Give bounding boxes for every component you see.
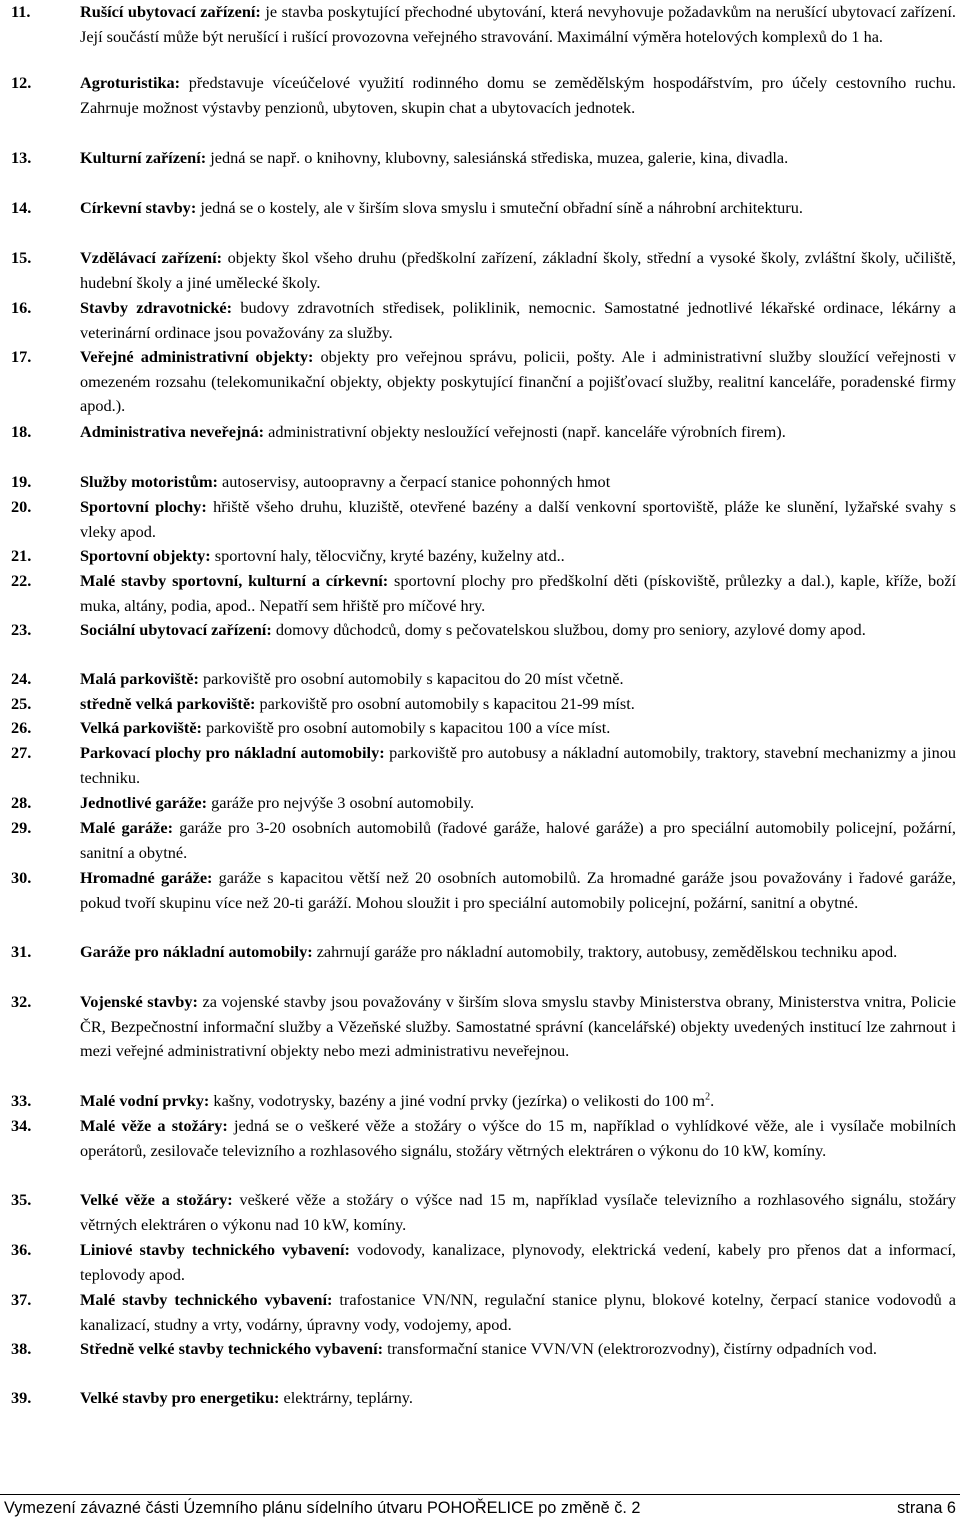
list-item (0, 569, 960, 618)
item-body (80, 791, 956, 816)
item-term: Středně velké stavby technického vybavení: (80, 1339, 384, 1358)
item-body (80, 990, 956, 1064)
list-item (0, 146, 960, 171)
item-number: 29. (11, 818, 32, 837)
item-body (80, 1114, 956, 1163)
item-description: domovy důchodců, domy s pečovatelskou službou, domy pro seniory, azylové domy apod. (271, 620, 866, 639)
item-body (80, 667, 956, 692)
item-body (80, 1386, 956, 1411)
item-description: garáže pro 3-20 osobních automobilů (řadové garáže, halové garáže) a pro speciální automobily policejní, požární, sanitní a obytné. (80, 818, 956, 862)
list-item (0, 866, 960, 915)
list-item (0, 1238, 960, 1287)
item-term: Církevní stavby: (80, 198, 197, 217)
item-body (80, 1089, 956, 1114)
item-body (80, 146, 956, 171)
list-item (0, 1114, 960, 1163)
item-body (80, 470, 956, 495)
item-number: 22. (11, 571, 32, 590)
item-description: veškeré věže a stožáry o výšce nad 15 m, například vysílače televizního a rozhlasového signálu, stožáry větrných elektráren o výkonu nad 10 kW, komíny. (80, 1190, 956, 1234)
item-term: Agroturistika: (80, 73, 181, 92)
list-item (0, 345, 960, 419)
item-term: Kulturní zařízení: (80, 148, 207, 167)
item-body (80, 495, 956, 544)
item-description: parkoviště pro autobusy a nákladní automobily, traktory, stavební mechanizmy a jinou techniku. (80, 743, 957, 787)
item-body (80, 71, 956, 120)
list-item (0, 692, 960, 717)
item-number: 23. (11, 620, 32, 639)
item-description: vodovody, kanalizace, plynovody, elektrická vedení, kabely pro přenos dat a informací, teplovody apod. (80, 1240, 956, 1284)
item-description: hřiště všeho druhu, kluziště, otevřené bazény a další venkovní sportoviště, pláže ke slunění, lyžařské svahy s vleky apod. (80, 497, 956, 541)
item-body (80, 420, 956, 445)
item-description: parkoviště pro osobní automobily s kapacitou 100 a více míst. (201, 718, 611, 737)
list-item (0, 544, 960, 569)
item-body (80, 1238, 956, 1287)
item-description: parkoviště pro osobní automobily s kapacitou 21-99 míst. (255, 694, 635, 713)
item-description: jedná se o veškeré věže a stožáry o výšce do 15 m, například o vyhlídkové věže, ale i vysílače mobilních operátorů, zesilovače televizního a rozhlasového signálu, stožáry větrných elektráren o výkonu do 10 kW, komíny. (80, 1116, 957, 1160)
list-item (0, 990, 960, 1064)
item-term: Rušící ubytovací zařízení: (80, 2, 261, 21)
footer-page-number: strana 6 (897, 1499, 956, 1517)
item-term: Veřejné administrativní objekty: (80, 347, 314, 366)
item-term: Sportovní plochy: (80, 497, 207, 516)
item-body (80, 196, 956, 221)
list-item (0, 716, 960, 741)
item-body (80, 569, 956, 618)
item-term: Malé garáže: (80, 818, 174, 837)
item-description: sportovní plochy pro předškolní děti (pískoviště, průlezky a dal.), kaple, kříže, boží muka, altány, podia, apod.. Nepatří sem hřiště pro míčové hry. (80, 571, 956, 615)
item-description: jedná se o kostely, ale v širším slova smyslu i smuteční obřadní síně a náhrobní architekturu. (196, 198, 803, 217)
list-item (0, 0, 960, 49)
item-number: 15. (11, 248, 32, 267)
item-description: administrativní objekty nesloužící veřejnosti (např. kanceláře výrobních firem). (264, 422, 786, 441)
item-number: 18. (11, 422, 32, 441)
item-body (80, 716, 956, 741)
item-term: Malé věže a stožáry: (80, 1116, 228, 1135)
item-number: 16. (11, 298, 32, 317)
item-description: sportovní haly, tělocvičny, kryté bazény, kuželny atd.. (210, 546, 565, 565)
list-item (0, 196, 960, 221)
item-number: 36. (11, 1240, 32, 1259)
item-term: Vojenské stavby: (80, 992, 198, 1011)
item-number: 34. (11, 1116, 32, 1135)
item-description: představuje víceúčelové využití rodinného domu se zemědělským hospodářstvím, pro účely cestovního ruchu. Zahrnuje možnost výstavby penzionů, ubytoven, skupin chat a ubytovacích jednotek. (80, 73, 956, 117)
item-term: Vzdělávací zařízení: (80, 248, 223, 267)
item-term: Liniové stavby technického vybavení: (80, 1240, 350, 1259)
item-superscript: 2 (705, 1091, 711, 1103)
item-description: kašny, vodotrysky, bazény a jiné vodní prvky (jezírka) o velikosti do 100 m (209, 1091, 706, 1110)
item-term: Administrativa neveřejná: (80, 422, 265, 441)
list-item (0, 741, 960, 790)
list-item (0, 618, 960, 643)
list-item (0, 470, 960, 495)
item-number: 24. (11, 669, 32, 688)
item-term: Parkovací plochy pro nákladní automobily: (80, 743, 385, 762)
list-item (0, 1288, 960, 1337)
item-number: 38. (11, 1339, 32, 1358)
item-body (80, 1188, 956, 1237)
item-body (80, 940, 956, 965)
list-item (0, 296, 960, 345)
item-body (80, 618, 956, 643)
list-item (0, 420, 960, 445)
item-term: Služby motoristům: (80, 472, 218, 491)
item-body (80, 1337, 956, 1362)
item-term: Sportovní objekty: (80, 546, 211, 565)
item-body (80, 741, 956, 790)
item-number: 35. (11, 1190, 32, 1209)
item-term: Garáže pro nákladní automobily: (80, 942, 313, 961)
item-number: 20. (11, 497, 32, 516)
item-term: Hromadné garáže: (80, 868, 213, 887)
item-number: 17. (11, 347, 32, 366)
item-term: Velké stavby pro energetiku: (80, 1388, 280, 1407)
list-item (0, 246, 960, 295)
item-term: Sociální ubytovací zařízení: (80, 620, 272, 639)
list-item (0, 816, 960, 865)
item-description: garáže pro nejvýše 3 osobní automobily. (207, 793, 475, 812)
list-item (0, 1089, 960, 1114)
item-description: transformační stanice VVN/VN (elektrorozvodny), čistírny odpadních vod. (383, 1339, 877, 1358)
item-number: 27. (11, 743, 32, 762)
item-description: za vojenské stavby jsou považovány v širším slova smyslu stavby Ministerstva obrany, Ministerstva vnitra, Policie ČR, Bezpečnostní informační služby a Vězeňské služby. Samostatné správní (kancelářské) objekty uvedených institucí lze zahrnout i mezi veřejné administrativní objekty nebo mezi administrativu neveřejnou. (80, 992, 956, 1060)
footer-document-title: Vymezení závazné části Územního plánu sídelního útvaru POHOŘELICE po změně č. 2 (4, 1499, 641, 1517)
list-item (0, 940, 960, 965)
list-item (0, 495, 960, 544)
item-description: trafostanice VN/NN, regulační stanice plynu, blokové kotelny, čerpací stanice vodovodů a kanalizací, studny a vrty, vodárny, úpravny vody, vodojemy, apod. (80, 1290, 956, 1334)
item-body (80, 1288, 956, 1337)
item-number: 19. (11, 472, 32, 491)
list-item (0, 791, 960, 816)
item-body (80, 345, 956, 419)
item-body (80, 296, 956, 345)
item-term: Malé stavby sportovní, kulturní a církevní: (80, 571, 389, 590)
item-body (80, 246, 956, 295)
list-item (0, 71, 960, 120)
item-term: Jednotlivé garáže: (80, 793, 208, 812)
item-number: 21. (11, 546, 32, 565)
item-term: Velká parkoviště: (80, 718, 202, 737)
footer-divider (0, 1494, 960, 1495)
item-body (80, 544, 956, 569)
item-term: Malá parkoviště: (80, 669, 199, 688)
item-description: jedná se např. o knihovny, klubovny, salesiánská střediska, muzea, galerie, kina, divadla. (206, 148, 789, 167)
list-item (0, 667, 960, 692)
item-description: je stavba poskytující přechodné ubytování, která nevyhovuje požadavkům na nerušící ubytovací zařízení. Její součástí může být nerušící i rušící provozovna veřejného stravování. Maximální výměra hotelových komplexů do 1 ha. (80, 2, 957, 46)
item-number: 37. (11, 1290, 32, 1309)
item-number: 30. (11, 868, 32, 887)
item-description: garáže s kapacitou větší než 20 osobních automobilů. Za hromadné garáže jsou považovány i řadové garáže, pokud tvoří skupinu více než 20-ti garáží. Mohou sloužit i pro speciální automobily policejní, požární, sanitní a obytné. (80, 868, 956, 912)
item-body (80, 866, 956, 915)
item-number: 11. (11, 2, 31, 21)
item-number: 33. (11, 1091, 32, 1110)
item-term: středně velká parkoviště: (80, 694, 256, 713)
item-description: zahrnují garáže pro nákladní automobily, traktory, autobusy, zemědělskou techniku apod. (312, 942, 898, 961)
item-description: budovy zdravotních středisek, poliklinik, nemocnic. Samostatné jednotlivé lékařské ordinace, lékárny a veterinární ordinace jsou považovány za služby. (80, 298, 956, 342)
item-number: 31. (11, 942, 32, 961)
item-number: 25. (11, 694, 32, 713)
item-number: 32. (11, 992, 32, 1011)
item-body (80, 0, 956, 49)
item-number: 12. (11, 73, 32, 92)
item-description: objekty škol všeho druhu (předškolní zařízení, základní školy, střední a vysoké školy, zvláštní školy, učiliště, hudební školy a jiné umělecké školy. (80, 248, 956, 292)
item-number: 14. (11, 198, 32, 217)
list-item (0, 1188, 960, 1237)
item-number: 13. (11, 148, 32, 167)
item-description: elektrárny, teplárny. (279, 1388, 413, 1407)
item-body (80, 692, 956, 717)
item-body (80, 816, 956, 865)
item-number: 26. (11, 718, 32, 737)
item-number: 39. (11, 1388, 32, 1407)
item-number: 28. (11, 793, 32, 812)
item-description: parkoviště pro osobní automobily s kapacitou do 20 míst včetně. (198, 669, 624, 688)
item-term: Malé stavby technického vybavení: (80, 1290, 333, 1309)
item-term: Velké věže a stožáry: (80, 1190, 233, 1209)
item-description: autoservisy, autoopravny a čerpací stanice pohonných hmot (217, 472, 611, 491)
item-suffix: . (710, 1091, 715, 1110)
list-item (0, 1337, 960, 1362)
item-description: objekty pro veřejnou správu, policii, pošty. Ale i administrativní služby sloužící veřejnosti v omezeném rozsahu (telekomunikační objekty, objekty poskytující finanční a pojišťovací služby, realitní kanceláře, poradenské firmy apod.). (80, 347, 956, 415)
item-term: Stavby zdravotnické: (80, 298, 233, 317)
item-term: Malé vodní prvky: (80, 1091, 210, 1110)
list-item (0, 1386, 960, 1411)
